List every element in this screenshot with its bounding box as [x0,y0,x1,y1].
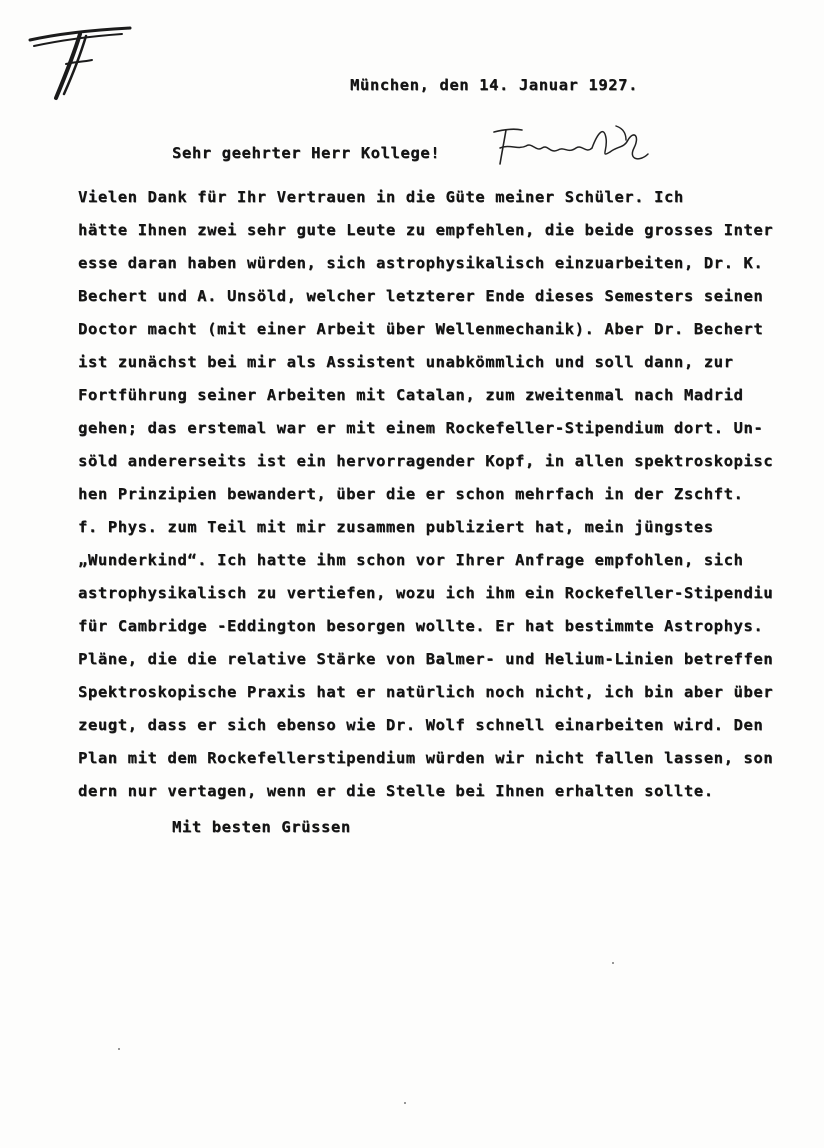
body-line: gehen; das erstemal war er mit einem Rockefeller-Stipendium dort. Un- [78,419,764,437]
letter-closing: Mit besten Grüssen [172,818,351,836]
body-line: Fortführung seiner Arbeiten mit Catalan, zum zweitenmal nach Madrid [78,386,744,404]
paper-speck [404,1102,406,1104]
body-line: dern nur vertagen, wenn er die Stelle bei Ihnen erhalten sollte. [78,782,714,800]
letter-date: München, den 14. Januar 1927. [350,76,639,94]
body-line: für Cambridge -Eddington besorgen wollte. Er hat bestimmte Astrophys. [78,617,764,635]
body-line: astrophysikalisch zu vertiefen, wozu ich ihm ein Rockefeller-Stipendiu [78,584,774,602]
body-line: ist zunächst bei mir als Assistent unabkömmlich und soll dann, zur [78,353,734,371]
letter-salutation: Sehr geehrter Herr Kollege! [172,144,441,162]
body-line: Vielen Dank für Ihr Vertrauen in die Güte meiner Schüler. Ich [78,188,684,206]
body-line: „Wunderkind“. Ich hatte ihm schon vor Ihrer Anfrage empfohlen, sich [78,551,744,569]
paper-speck [118,1048,120,1050]
body-line: Doctor macht (mit einer Arbeit über Wellenmechanik). Aber Dr. Bechert [78,320,764,338]
handwritten-signature [488,118,658,178]
body-line: esse daran haben würden, sich astrophysikalisch einzuarbeiten, Dr. K. [78,254,764,272]
handwritten-f-mark [22,22,142,102]
body-line: Plan mit dem Rockefellerstipendium würden wir nicht fallen lassen, son [78,749,774,767]
body-line: hen Prinzipien bewandert, über die er schon mehrfach in der Zschft. [78,485,744,503]
body-line: Pläne, die die relative Stärke von Balmer- und Helium-Linien betreffen [78,650,774,668]
body-line: Spektroskopische Praxis hat er natürlich noch nicht, ich bin aber über [78,683,774,701]
body-line: hätte Ihnen zwei sehr gute Leute zu empfehlen, die beide grosses Inter [78,221,774,239]
body-line: zeugt, dass er sich ebenso wie Dr. Wolf schnell einarbeiten wird. Den [78,716,764,734]
body-line: söld andererseits ist ein hervorragender Kopf, in allen spektroskopisc [78,452,774,470]
body-line: Bechert und A. Unsöld, welcher letzterer Ende dieses Semesters seinen [78,287,764,305]
paper-speck [612,962,614,964]
body-line: f. Phys. zum Teil mit mir zusammen publiziert hat, mein jüngstes [78,518,714,536]
